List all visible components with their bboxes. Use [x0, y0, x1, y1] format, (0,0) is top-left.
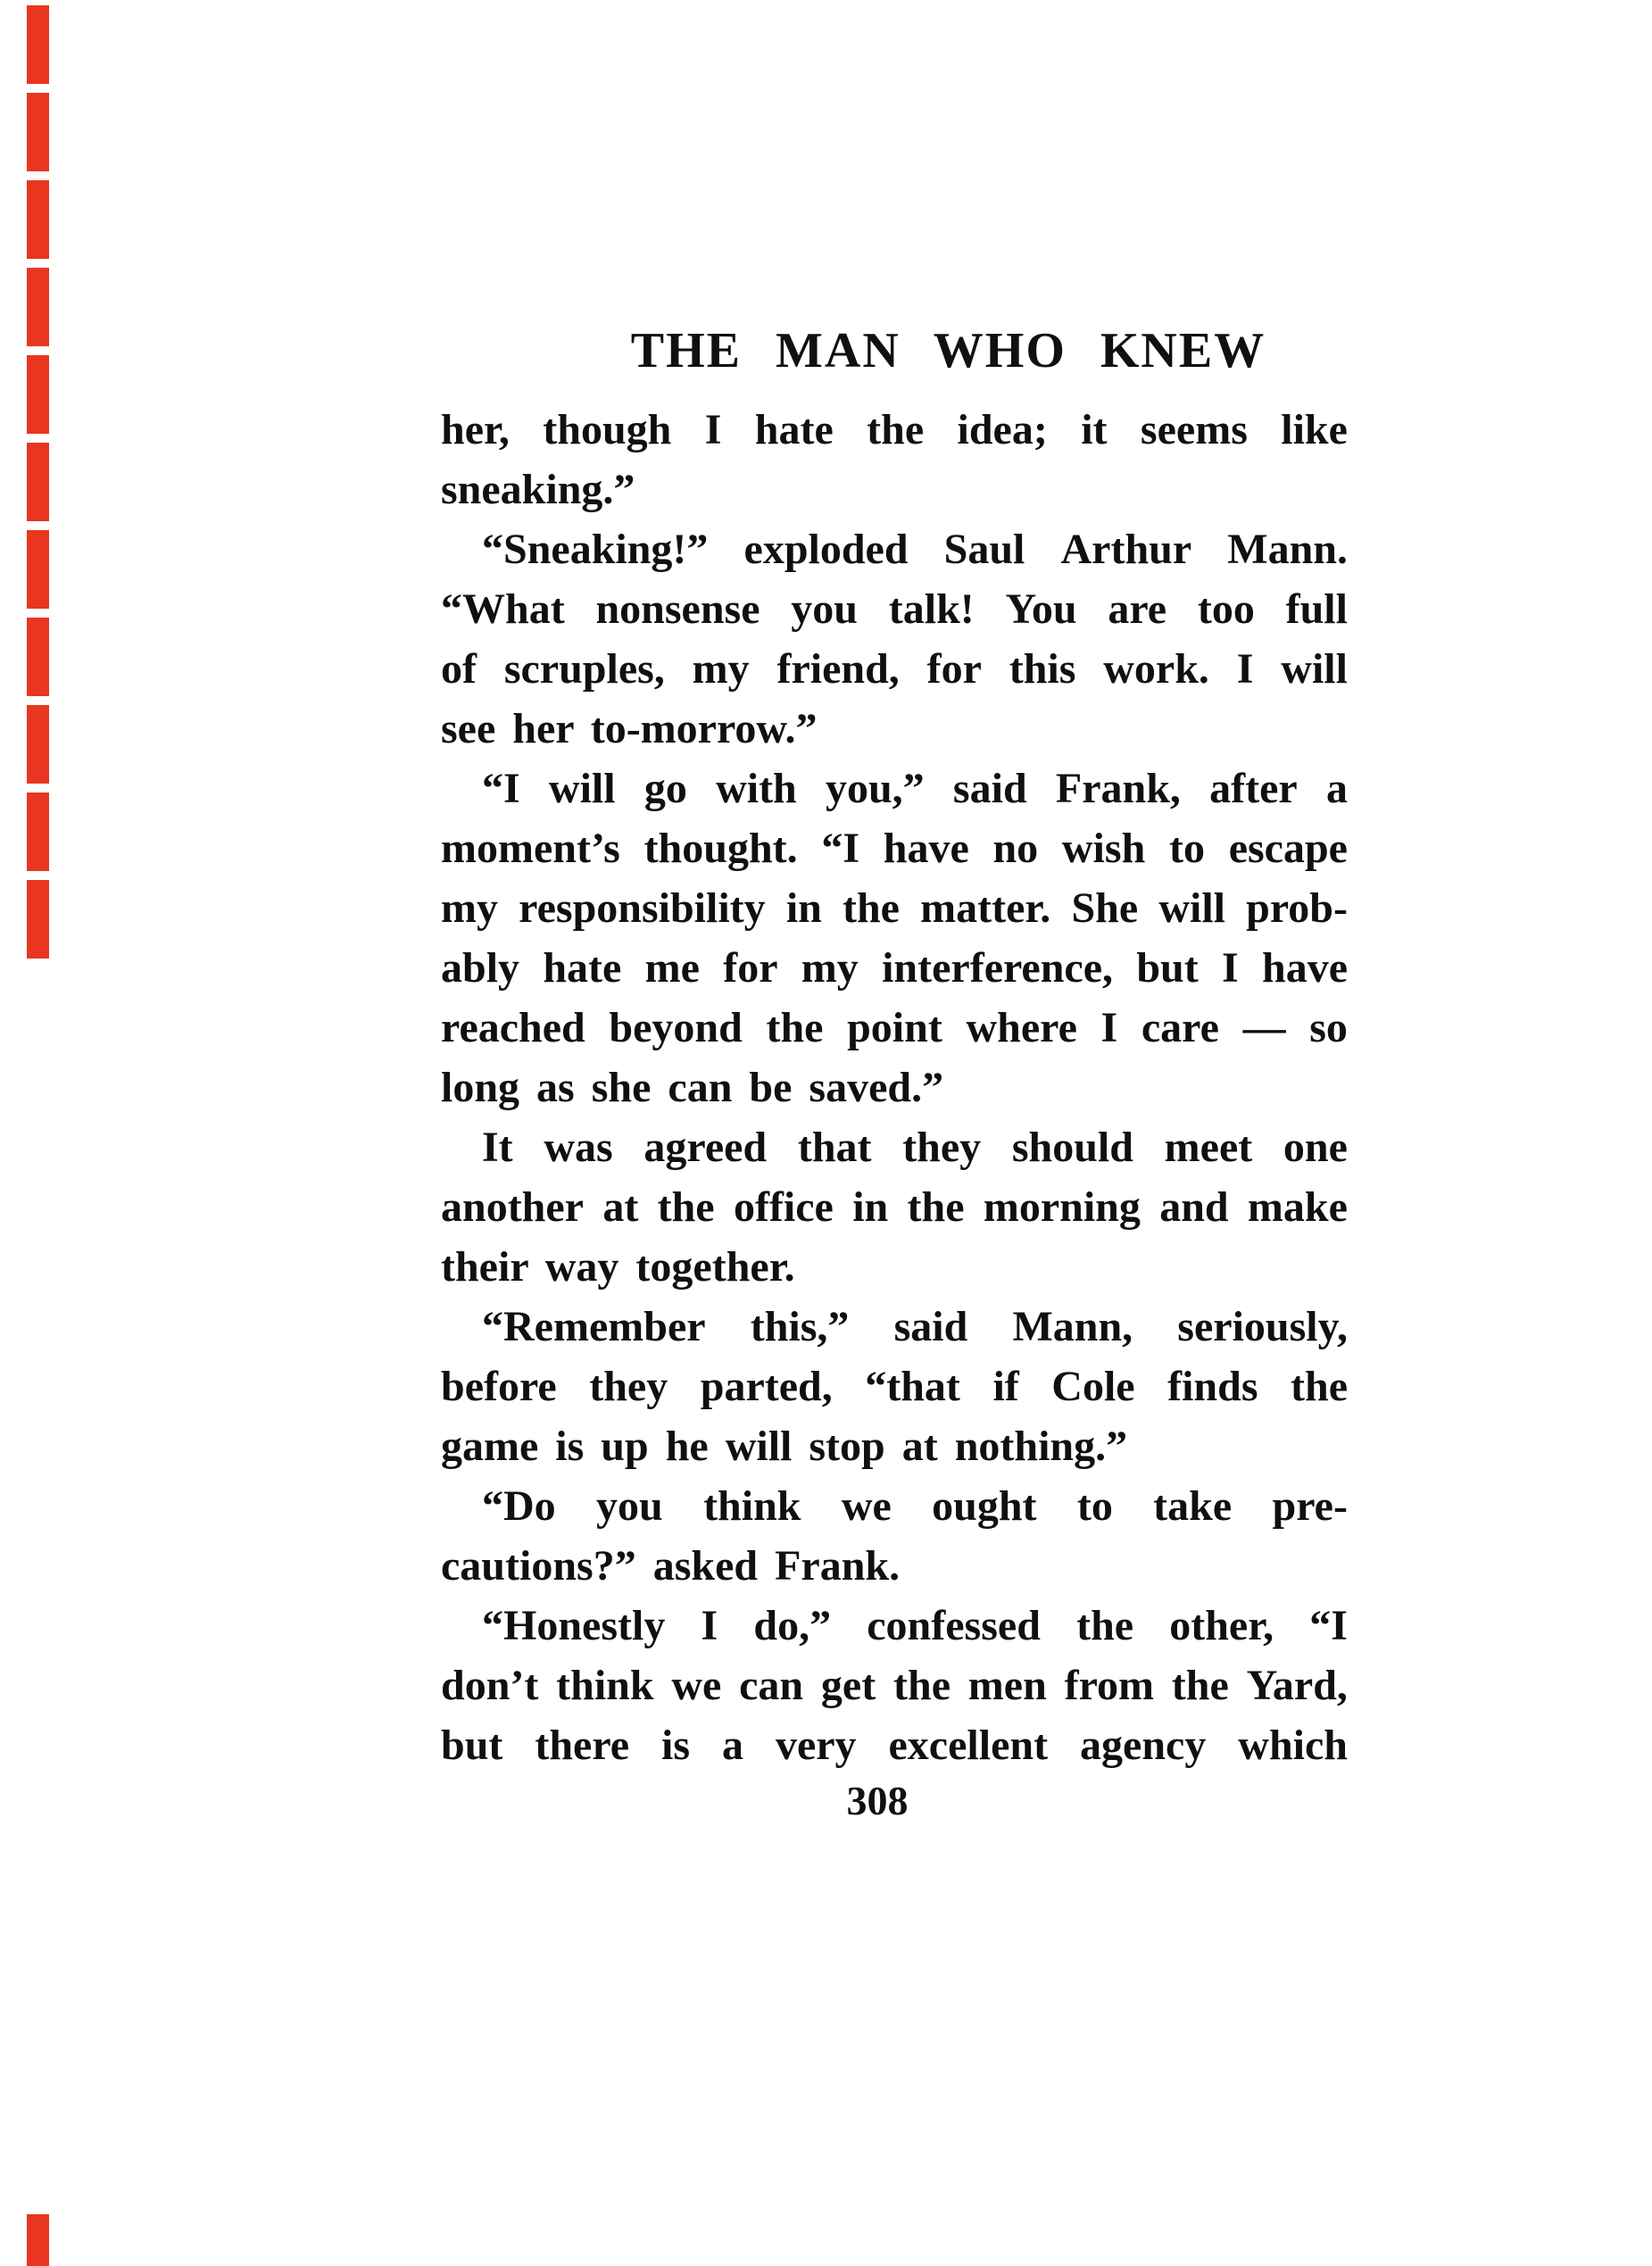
text-line: [441, 1117, 1348, 1177]
word: reached: [441, 1004, 585, 1051]
word: but: [1136, 944, 1199, 992]
text-line: [441, 1177, 1348, 1237]
word: this: [1009, 645, 1076, 693]
word: I: [1236, 645, 1254, 693]
word: have: [883, 825, 969, 872]
word: I: [701, 1602, 718, 1649]
word: other,: [1169, 1602, 1274, 1649]
word: no: [992, 825, 1039, 872]
word: I: [1222, 944, 1239, 992]
word: finds: [1167, 1363, 1258, 1410]
text-line: [441, 878, 1348, 938]
word: go: [643, 765, 687, 812]
word: the: [893, 1662, 951, 1709]
word: work.: [1103, 645, 1209, 693]
word: with: [716, 765, 797, 812]
red-margin-dash: [27, 268, 49, 346]
red-margin-dash: [27, 443, 49, 521]
word: do,”: [753, 1602, 832, 1649]
word: the: [907, 1183, 965, 1231]
word: they: [902, 1124, 982, 1171]
text-line: [441, 400, 1348, 460]
word: meet: [1164, 1124, 1253, 1171]
text-line: long as she can be saved.”: [441, 1064, 944, 1111]
word: moment’s: [441, 825, 620, 872]
text-line: [441, 1297, 1348, 1357]
word: that: [797, 1124, 872, 1171]
word: “I: [482, 765, 520, 812]
word: her,: [441, 406, 510, 453]
word: in: [785, 884, 822, 932]
word: will: [1158, 884, 1225, 932]
word: get: [820, 1662, 876, 1709]
word: Saul: [943, 526, 1025, 573]
word: there: [535, 1722, 630, 1769]
word: a: [721, 1722, 743, 1769]
word: men: [967, 1662, 1047, 1709]
word: take: [1153, 1482, 1233, 1530]
word: very: [775, 1722, 857, 1769]
red-margin-dash: [27, 880, 49, 959]
word: will: [1281, 645, 1348, 693]
word: and: [1159, 1183, 1229, 1231]
word: this,”: [750, 1303, 850, 1350]
word: one: [1283, 1124, 1348, 1171]
word: said: [893, 1303, 968, 1350]
word: which: [1238, 1722, 1348, 1769]
word: to: [1168, 825, 1205, 872]
text-line: their way together.: [441, 1243, 795, 1291]
word: will: [548, 765, 616, 812]
page-number: 308: [846, 1778, 909, 1823]
text-line: [441, 1476, 1348, 1536]
word: said: [952, 765, 1027, 812]
word: but: [441, 1722, 503, 1769]
word: the: [843, 884, 900, 932]
word: Yard,: [1246, 1662, 1348, 1709]
word: “Do: [482, 1482, 556, 1530]
word: for: [723, 944, 778, 992]
word: my: [801, 944, 859, 992]
word: the: [1171, 1662, 1229, 1709]
word: in: [852, 1183, 889, 1231]
word: at: [602, 1183, 639, 1231]
text-line: [441, 1357, 1348, 1416]
word: are: [1108, 585, 1167, 633]
word: Mann.: [1227, 526, 1348, 573]
word: pre-: [1272, 1482, 1348, 1530]
word: think: [703, 1482, 801, 1530]
text-line: see her to-morrow.”: [441, 705, 818, 752]
word: agency: [1080, 1722, 1207, 1769]
word: beyond: [609, 1004, 743, 1051]
word: escape: [1228, 825, 1348, 872]
word: talk!: [888, 585, 975, 633]
word: the: [657, 1183, 715, 1231]
word: don’t: [441, 1662, 539, 1709]
word: seems: [1140, 406, 1248, 453]
red-margin-dash: [27, 93, 49, 171]
text-line: [441, 519, 1348, 579]
word: you,”: [825, 765, 925, 812]
word: after: [1209, 765, 1298, 812]
word: She: [1071, 884, 1139, 932]
word: I: [704, 406, 722, 453]
word: like: [1281, 406, 1348, 453]
word: where: [966, 1004, 1077, 1051]
word: idea;: [957, 406, 1048, 453]
word: exploded: [743, 526, 909, 573]
word: I: [1100, 1004, 1118, 1051]
word: nonsense: [595, 585, 760, 633]
red-margin-dash: [27, 618, 49, 696]
word: ought: [932, 1482, 1037, 1530]
text-line: [441, 579, 1348, 639]
red-margin-dash: [27, 530, 49, 609]
word: for: [926, 645, 982, 693]
word: you: [596, 1482, 663, 1530]
word: the: [1076, 1602, 1134, 1649]
text-line: [441, 998, 1348, 1058]
word: Cole: [1051, 1363, 1135, 1410]
word: responsibility: [519, 884, 766, 932]
word: so: [1309, 1004, 1348, 1051]
word: from: [1064, 1662, 1154, 1709]
word: the: [766, 1004, 824, 1051]
text-line: [441, 639, 1348, 699]
word: have: [1262, 944, 1348, 992]
text-line: [441, 1656, 1348, 1715]
word: too: [1197, 585, 1255, 633]
text-line: [441, 759, 1348, 818]
word: you: [791, 585, 858, 633]
word: Arthur: [1060, 526, 1192, 573]
word: ably: [441, 944, 520, 992]
word: —: [1242, 1004, 1286, 1051]
word: Mann,: [1012, 1303, 1133, 1350]
running-header-text: THE MAN WHO KNEW: [630, 323, 1266, 378]
word: thought.: [643, 825, 798, 872]
red-margin-dash: [27, 793, 49, 871]
word: “Remember: [482, 1303, 706, 1350]
red-margin-dash: [27, 705, 49, 784]
word: they: [589, 1363, 668, 1410]
word: hate: [754, 406, 834, 453]
text-line: sneaking.”: [441, 466, 635, 513]
word: Frank,: [1055, 765, 1181, 812]
word: interference,: [882, 944, 1114, 992]
word: is: [661, 1722, 691, 1769]
word: was: [544, 1124, 613, 1171]
text-line: [441, 1715, 1348, 1775]
red-margin-dash: [27, 355, 49, 434]
word: before: [441, 1363, 557, 1410]
word: “Honestly: [482, 1602, 666, 1649]
word: wish: [1061, 825, 1146, 872]
word: full: [1285, 585, 1348, 633]
word: though: [543, 406, 672, 453]
word: excellent: [888, 1722, 1049, 1769]
running-header: [496, 320, 1400, 382]
word: point: [847, 1004, 942, 1051]
word: hate: [543, 944, 622, 992]
word: “What: [441, 585, 565, 633]
text-line: [441, 1596, 1348, 1656]
text-line: [441, 938, 1348, 998]
word: care: [1141, 1004, 1219, 1051]
word: seriously,: [1177, 1303, 1348, 1350]
word: me: [644, 944, 700, 992]
text-line: cautions?” asked Frank.: [441, 1542, 901, 1590]
word: “that: [865, 1363, 960, 1410]
text-line: game is up he will stop at nothing.”: [441, 1423, 1128, 1470]
word: “I: [1309, 1602, 1348, 1649]
word: It: [482, 1124, 513, 1171]
word: another: [441, 1183, 584, 1231]
text-block: [441, 400, 1348, 1775]
word: my: [441, 884, 498, 932]
word: a: [1325, 765, 1348, 812]
red-margin-dash: [27, 2214, 49, 2266]
word: office: [733, 1183, 834, 1231]
word: make: [1247, 1183, 1348, 1231]
word: matter.: [920, 884, 1051, 932]
word: if: [992, 1363, 1019, 1410]
word: to: [1076, 1482, 1113, 1530]
word: can: [739, 1662, 804, 1709]
word: of: [441, 645, 477, 693]
word: morning: [983, 1183, 1141, 1231]
red-margin-dash: [27, 180, 49, 259]
word: friend,: [776, 645, 900, 693]
word: should: [1011, 1124, 1133, 1171]
word: we: [671, 1662, 722, 1709]
word: confessed: [867, 1602, 1041, 1649]
word: parted,: [700, 1363, 833, 1410]
word: “I: [821, 825, 860, 872]
word: think: [556, 1662, 654, 1709]
word: it: [1081, 406, 1108, 453]
word: scruples,: [503, 645, 665, 693]
word: my: [692, 645, 750, 693]
word: the: [867, 406, 925, 453]
text-line: [441, 818, 1348, 878]
word: agreed: [643, 1124, 768, 1171]
word: prob-: [1246, 884, 1348, 932]
word: the: [1291, 1363, 1348, 1410]
red-margin-dash: [27, 5, 49, 84]
word: we: [841, 1482, 892, 1530]
word: You: [1005, 585, 1077, 633]
word: “Sneaking!”: [482, 526, 709, 573]
